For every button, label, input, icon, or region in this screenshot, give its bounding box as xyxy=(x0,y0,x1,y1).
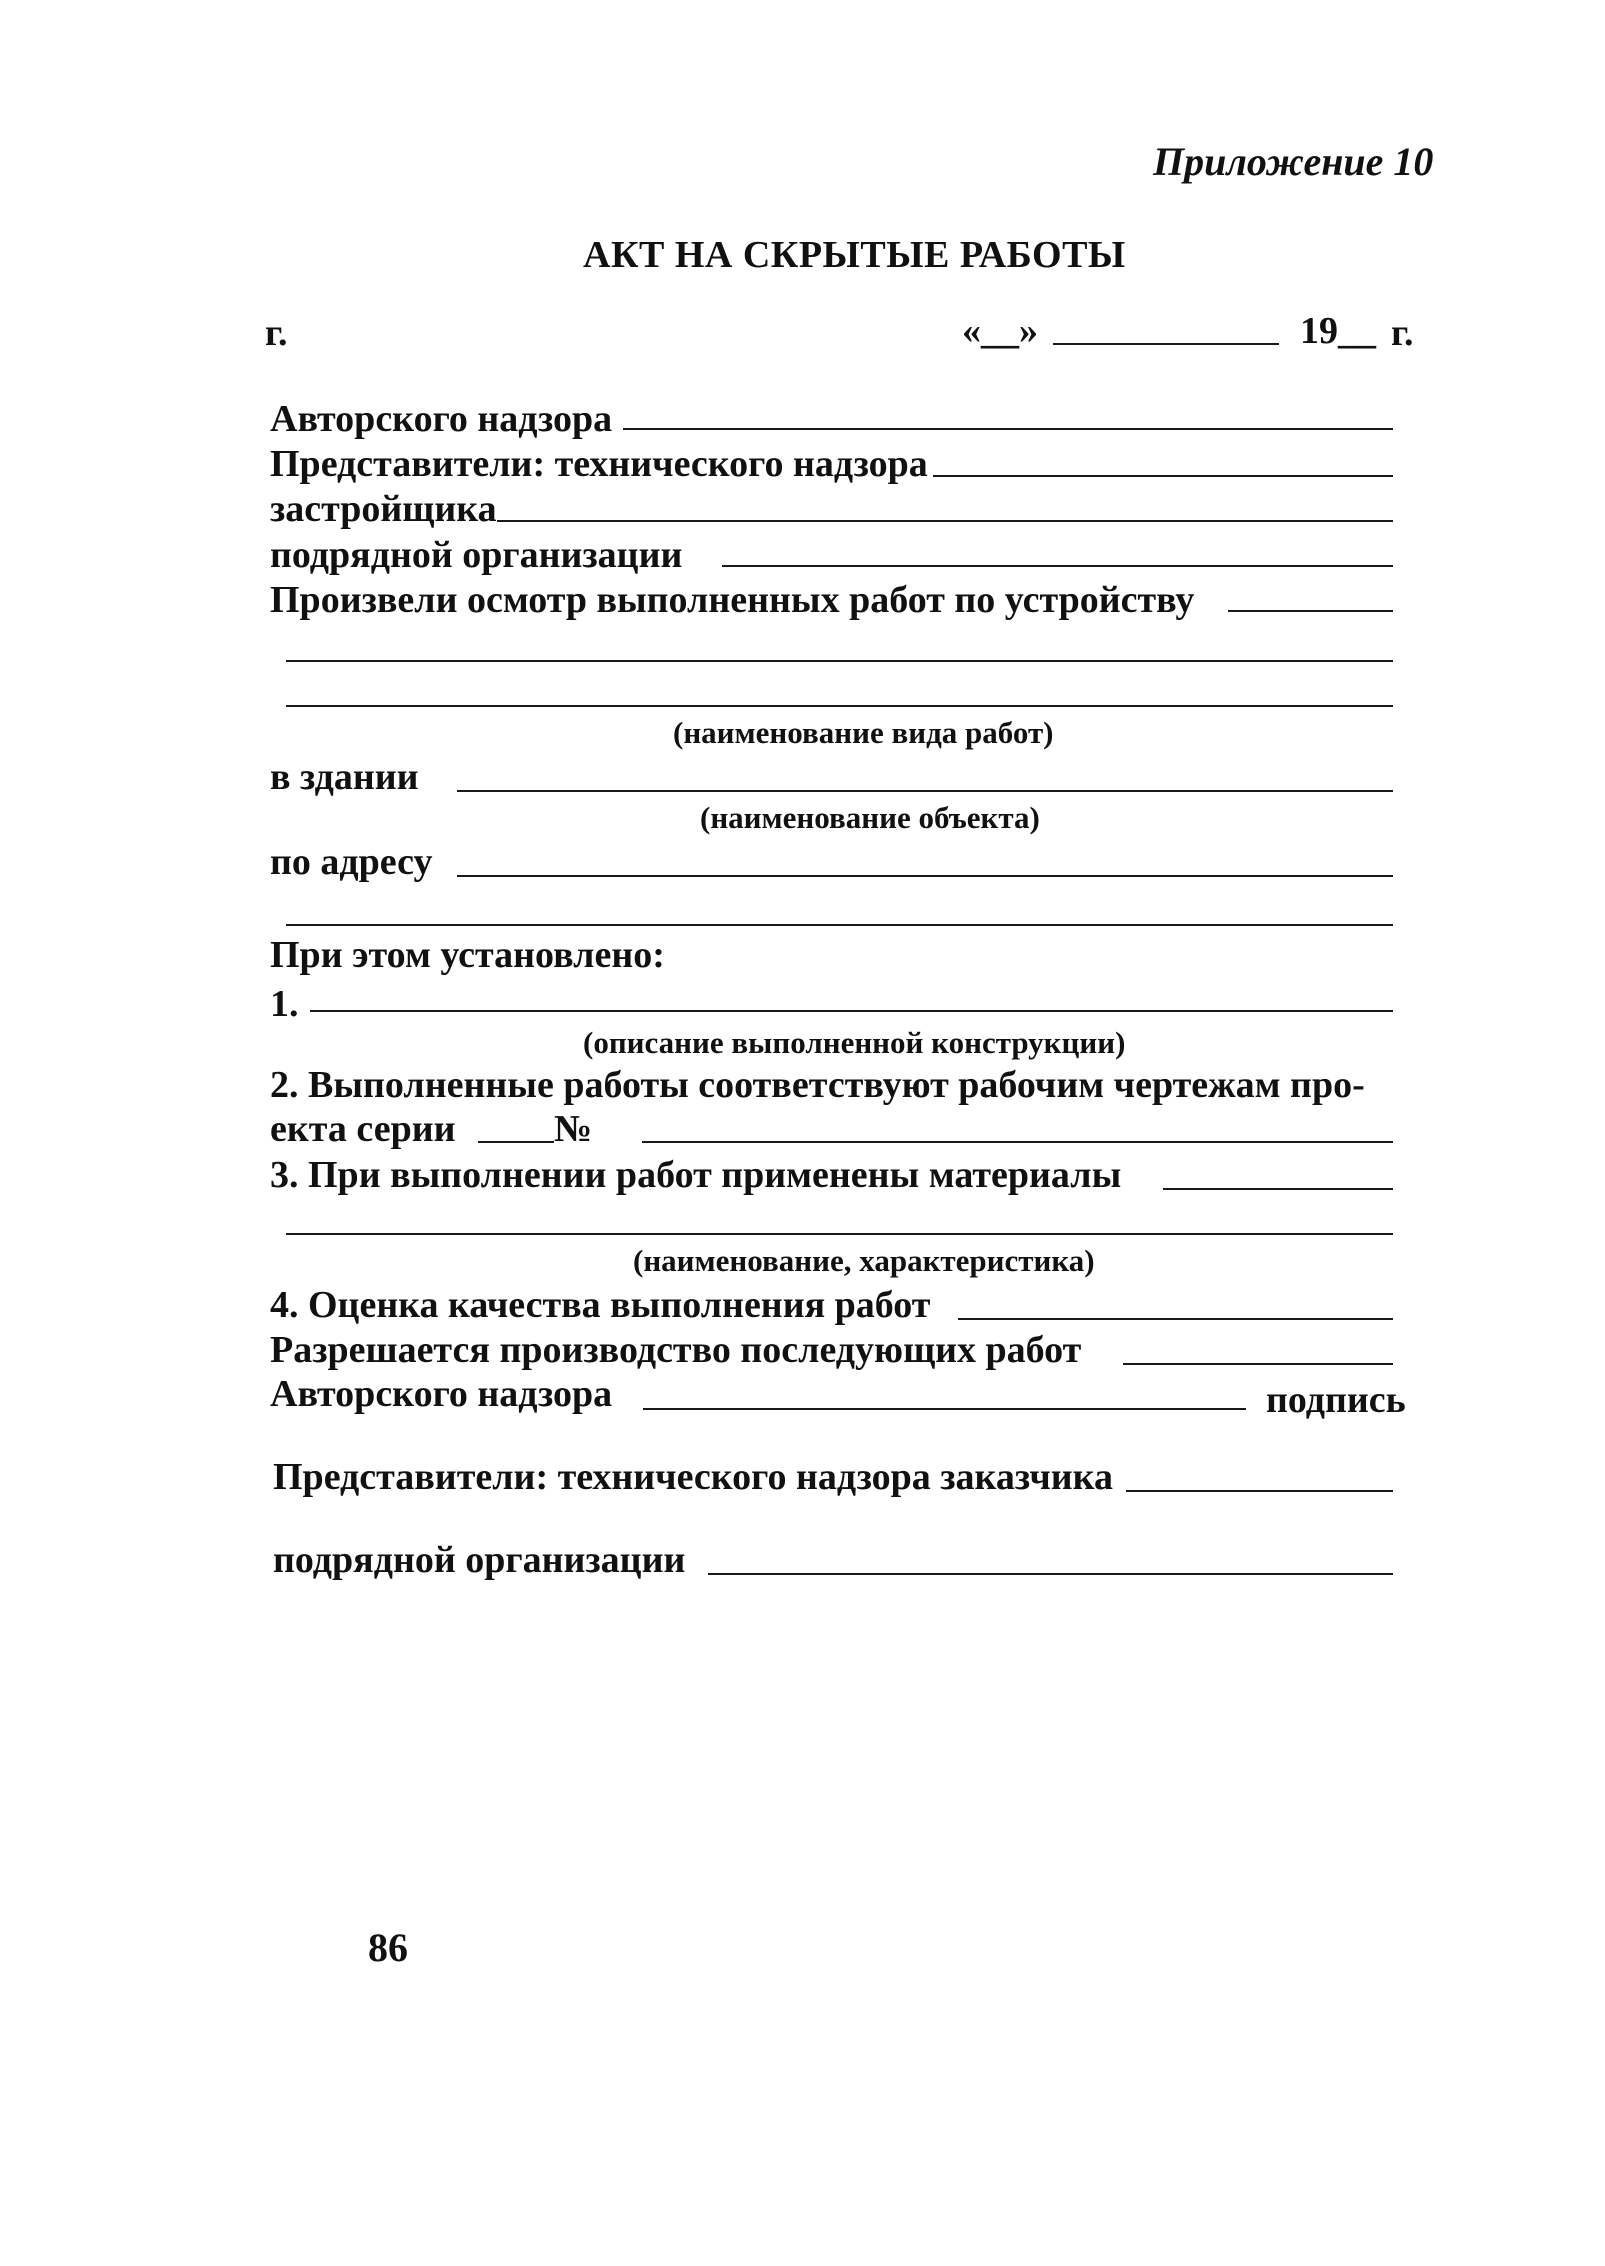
day-quote: «__» xyxy=(962,310,1038,352)
item1-label: 1. xyxy=(270,983,299,1025)
year-suffix: г. xyxy=(1391,312,1414,354)
item3-label: 3. При выполнении работ применены материалы xyxy=(270,1154,1122,1196)
building-label: в здании xyxy=(270,756,419,798)
tech-supervision-label: Представители: технического надзора xyxy=(270,443,928,485)
item2-line1: 2. Выполненные работы соответствуют рабочим чертежам про- xyxy=(270,1064,1365,1106)
signature-label: подпись xyxy=(1266,1379,1406,1421)
tech-supervision-line xyxy=(933,475,1393,477)
author-supervision-label: Авторского надзора xyxy=(270,398,613,440)
customer-tech-line xyxy=(1126,1490,1393,1492)
appendix-label: Приложение 10 xyxy=(1153,139,1434,184)
permitted-label: Разрешается производство последующих работ xyxy=(270,1329,1082,1371)
work-type-line-1 xyxy=(286,660,1393,662)
developer-label: застройщика xyxy=(270,488,497,530)
contractor-label: подрядной организации xyxy=(270,534,683,576)
customer-tech-label: Представители: технического надзора заказчика xyxy=(273,1456,1113,1498)
contractor-2-line xyxy=(708,1573,1393,1575)
author-supervision-2-label: Авторского надзора xyxy=(270,1373,613,1415)
developer-line xyxy=(497,520,1393,522)
permitted-line xyxy=(1123,1363,1393,1365)
contractor-2-label: подрядной организации xyxy=(273,1539,686,1581)
author-supervision-line xyxy=(623,428,1393,430)
building-line xyxy=(457,790,1393,792)
inspection-line xyxy=(1228,610,1393,612)
established-label: При этом установлено: xyxy=(270,934,665,976)
construction-caption: (описание выполненной конструкции) xyxy=(583,1025,1126,1060)
item1-line xyxy=(310,1010,1393,1012)
item2-number-sign: № xyxy=(554,1108,593,1150)
materials-caption: (наименование, характеристика) xyxy=(633,1243,1095,1278)
item4-line xyxy=(958,1318,1393,1320)
month-blank-line xyxy=(1053,343,1279,345)
inspection-label: Произвели осмотр выполненных работ по устройству xyxy=(270,579,1195,621)
object-caption: (наименование объекта) xyxy=(700,800,1040,835)
item3-line-2 xyxy=(286,1233,1393,1235)
city-prefix: г. xyxy=(265,312,288,354)
item4-label: 4. Оценка качества выполнения работ xyxy=(270,1284,931,1326)
year-prefix: 19__ xyxy=(1300,310,1376,352)
item2-series-line xyxy=(478,1141,554,1143)
contractor-line xyxy=(722,565,1393,567)
address-label: по адресу xyxy=(270,841,433,883)
address-line-1 xyxy=(457,875,1393,877)
address-line-2 xyxy=(286,924,1393,926)
page-number: 86 xyxy=(368,1925,408,1970)
work-type-line-2 xyxy=(286,705,1393,707)
item2-series-label: екта серии xyxy=(270,1108,456,1150)
work-type-caption: (наименование вида работ) xyxy=(673,715,1054,750)
item2-number-line xyxy=(642,1141,1393,1143)
document-title: АКТ НА СКРЫТЫЕ РАБОТЫ xyxy=(583,234,1126,276)
item3-line-1 xyxy=(1163,1188,1393,1190)
author-signature-line xyxy=(643,1408,1246,1410)
